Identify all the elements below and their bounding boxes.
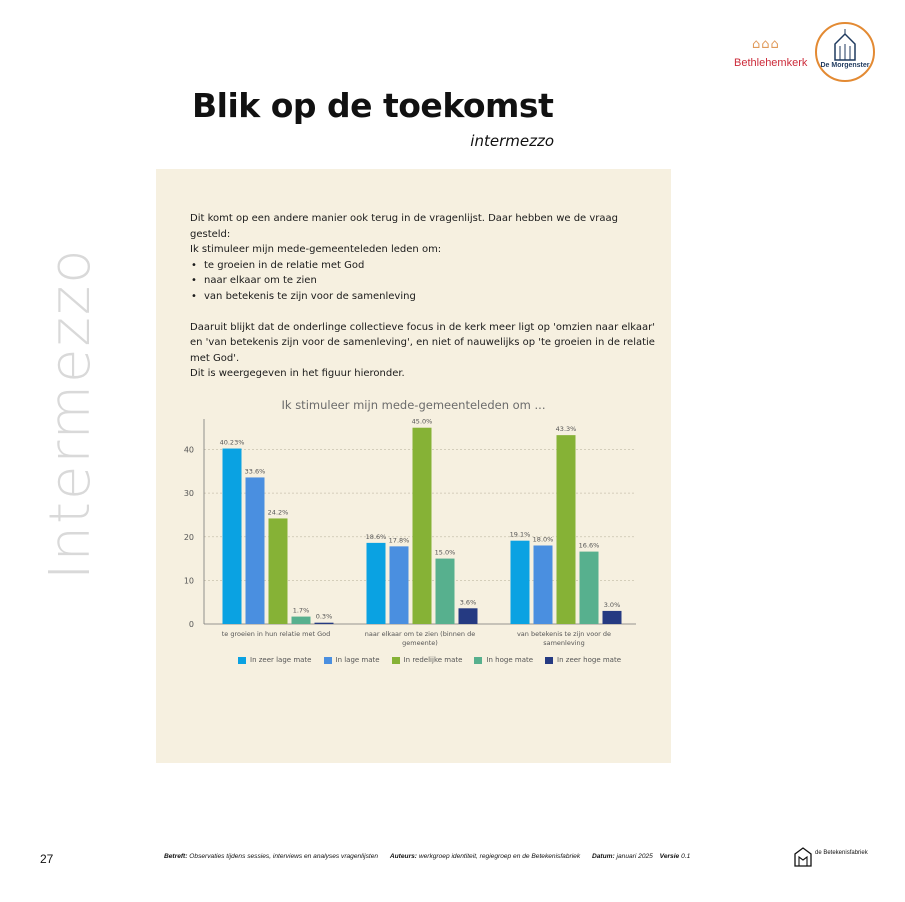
intermezzo-panel <box>156 169 671 763</box>
legend-swatch <box>474 657 482 664</box>
legend-swatch <box>324 657 332 664</box>
legend-swatch <box>238 657 246 664</box>
x-tick-label: samenleving <box>543 639 585 647</box>
versie-value: 0.1 <box>681 853 691 860</box>
data-label: 0.3% <box>315 612 333 621</box>
bar <box>511 541 530 624</box>
data-label: 33.6% <box>244 467 266 476</box>
legend-label: In hoge mate <box>486 656 534 664</box>
data-label: 24.2% <box>267 508 289 517</box>
bethlehemkerk-logo <box>734 38 814 72</box>
data-label: 40.23% <box>219 438 245 447</box>
data-label: 3.6% <box>459 598 477 607</box>
legend-label: In zeer hoge mate <box>557 656 622 664</box>
bar <box>269 518 288 624</box>
bullet-item: • van betekenis te zijn voor de samenleving <box>190 289 660 305</box>
bar <box>390 546 409 624</box>
data-label: 16.6% <box>578 541 600 550</box>
versie-label: Versie <box>659 853 680 860</box>
legend-swatch <box>392 657 400 664</box>
chart-title: Ik stimuleer mijn mede-gemeenteleden om ... <box>281 398 546 412</box>
intro-line-2: Ik stimuleer mijn mede-gemeenteleden leden om: <box>190 244 442 255</box>
bar <box>603 611 622 624</box>
intro-paragraph: Daaruit blijkt dat de onderlinge collectieve focus in de kerk meer ligt op 'omzien naar elkaar' en 'van betekenis zijn voor de samenleving', en niet of nauwelijks op 'te groeien in de relatie met God'. <box>190 321 656 364</box>
bar <box>246 477 265 624</box>
bar-chart <box>156 414 671 654</box>
bar <box>436 559 455 624</box>
data-label: 3.0% <box>603 600 621 609</box>
y-tick-label: 0 <box>188 620 194 629</box>
bar <box>315 623 334 624</box>
morgenster-logo <box>815 22 875 82</box>
auteurs-label: Auteurs: <box>389 853 417 860</box>
data-label: 19.1% <box>509 530 531 539</box>
x-tick-label: te groeien in hun relatie met God <box>221 630 331 638</box>
x-tick-label: van betekenis te zijn voor de <box>516 630 612 638</box>
bar <box>292 617 311 624</box>
y-tick-label: 40 <box>183 445 194 455</box>
legend-item <box>238 656 312 664</box>
bethlehemkerk-logo-text: Bethlehemkerk <box>734 57 808 69</box>
factory-icon <box>793 846 813 868</box>
bar <box>223 449 242 624</box>
data-label: 43.3% <box>555 425 577 434</box>
intro-line-1: Dit komt op een andere manier ook terug in de vragenlijst. Daar hebben we de vraag gesteld: <box>190 213 619 240</box>
morgenster-logo-text: De Morgenster <box>820 62 870 69</box>
page-subtitle: intermezzo <box>470 132 554 150</box>
page-title: Blik op de toekomst <box>192 86 554 125</box>
betekenisfabriek-logo <box>793 846 873 868</box>
x-tick-label: naar elkaar om te zien (binnen de <box>364 630 476 638</box>
legend-label: In lage mate <box>335 656 380 664</box>
bar <box>557 435 576 624</box>
side-label: Intermezzo <box>38 247 103 580</box>
bar <box>459 608 478 624</box>
bar <box>413 428 432 624</box>
betreft-label: Betreft: <box>164 853 188 860</box>
footer-meta <box>164 853 794 860</box>
data-label: 15.0% <box>434 548 456 557</box>
church-building-icon <box>817 26 873 66</box>
church-icon: ⌂⌂⌂ <box>752 37 780 52</box>
bar <box>367 543 386 624</box>
bar <box>580 552 599 624</box>
legend-item <box>392 656 463 664</box>
auteurs-value: werkgroep identiteit, regiegroep en de Betekenisfabriek <box>418 853 581 860</box>
legend-item <box>474 656 533 664</box>
data-label: 17.8% <box>388 536 410 545</box>
bullet-item: • naar elkaar om te zien <box>190 273 660 289</box>
bar <box>534 545 553 624</box>
data-label: 18.6% <box>365 532 387 541</box>
intro-text <box>190 211 660 382</box>
datum-label: Datum: <box>591 853 615 860</box>
y-tick-label: 20 <box>183 532 194 542</box>
bullet-item: • te groeien in de relatie met God <box>190 258 660 274</box>
legend-label: In zeer lage mate <box>250 656 312 664</box>
page-number: 27 <box>40 852 54 866</box>
legend-label: In redelijke mate <box>403 656 463 664</box>
betekenisfabriek-logo-text: de Betekenisfabriek <box>815 850 868 856</box>
betreft-value: Observaties tijdens sessies, interviews en analyses vragenlijsten <box>189 853 379 860</box>
data-label: 1.7% <box>292 606 310 615</box>
x-tick-label: gemeente) <box>402 639 438 647</box>
y-tick-label: 30 <box>183 489 194 499</box>
intro-closing: Dit is weergegeven in het figuur hieronder. <box>190 368 405 379</box>
legend-item <box>324 656 380 664</box>
data-label: 18.0% <box>532 535 554 544</box>
legend-item <box>545 656 621 664</box>
chart-legend <box>238 656 621 664</box>
datum-value: januari 2025 <box>616 853 653 860</box>
y-tick-label: 10 <box>183 576 194 586</box>
bullet-list <box>190 258 660 305</box>
legend-swatch <box>545 657 553 664</box>
data-label: 45.0% <box>411 417 433 426</box>
